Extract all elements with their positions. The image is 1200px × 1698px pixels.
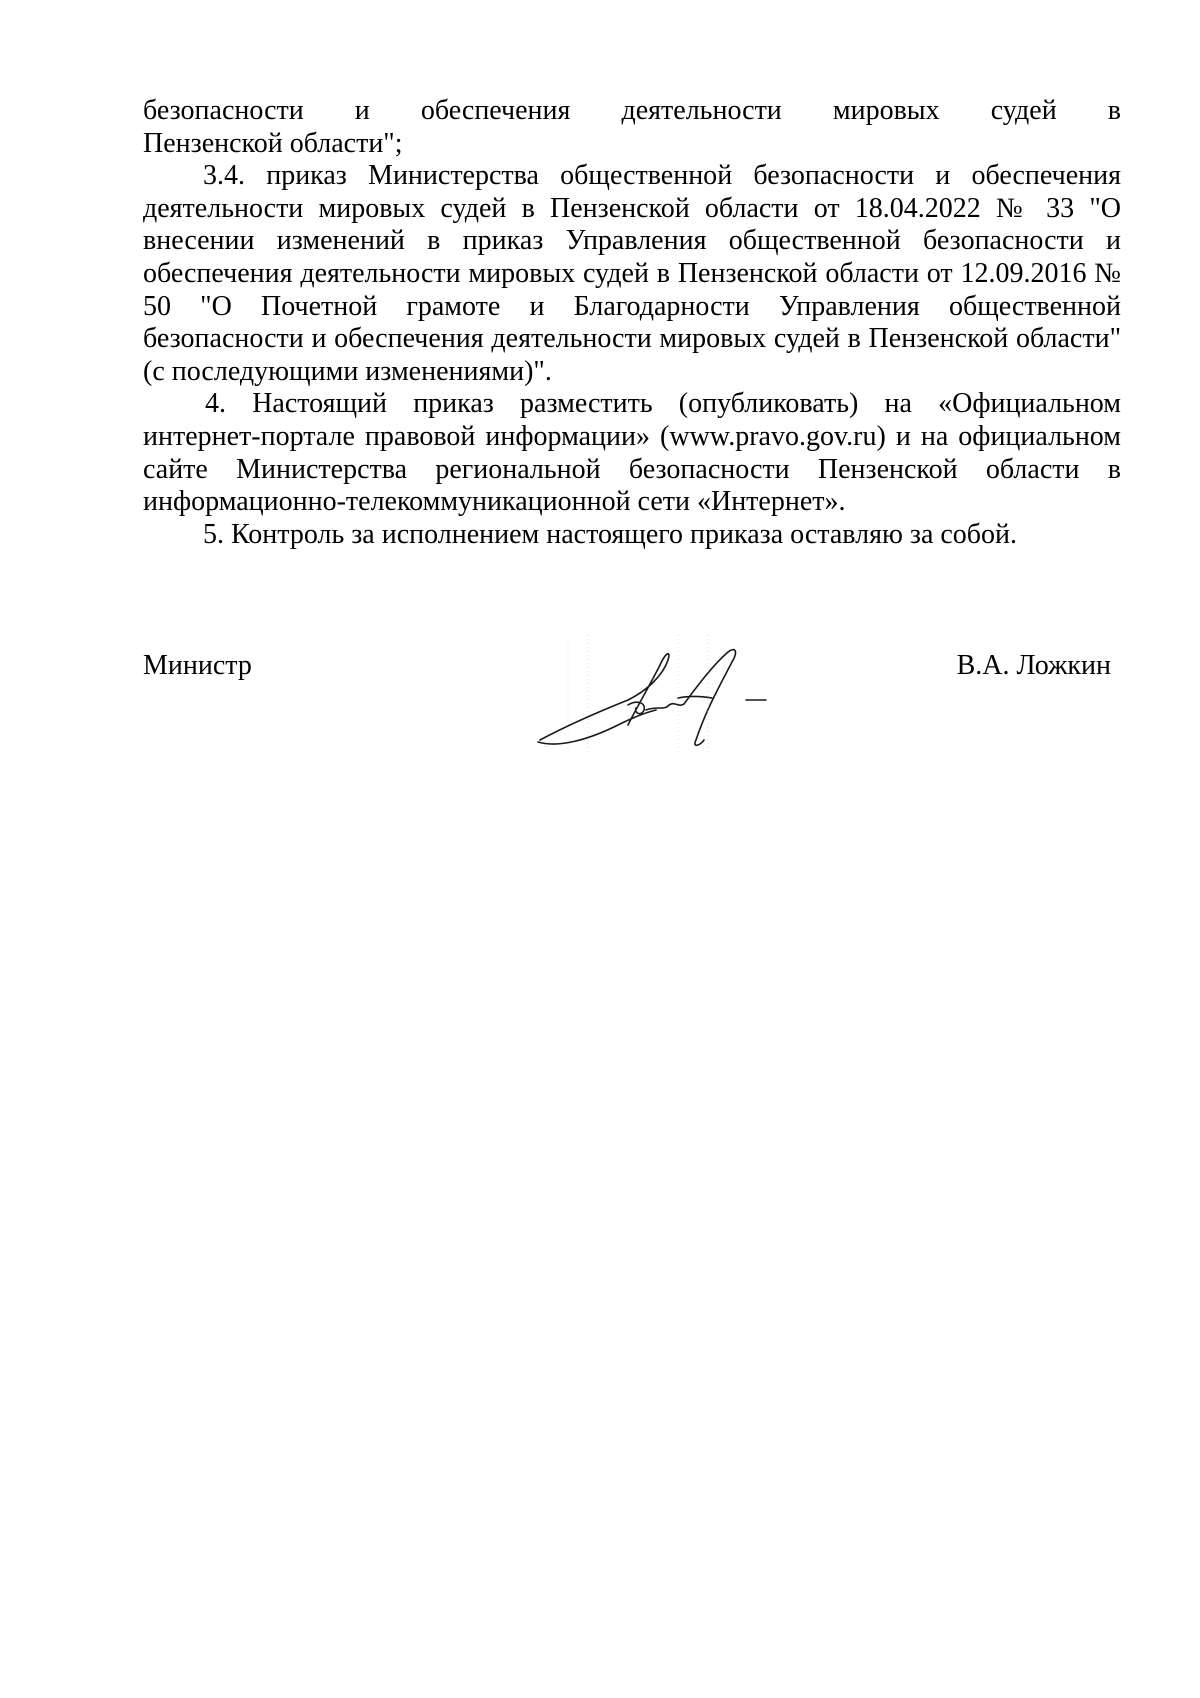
document-body [143, 95, 1121, 551]
paragraph-3-4: 3.4. приказ Министерства общественной безопасности и обеспечения деятельности мировых судей в Пензенской области от 18.04.2022 № 33 "О внесении изменений в приказ Управления общественной безопасности и обеспечения деятельности мировых судей в Пензенской области от 12.09.2016 № 50 "О Почетной грамоте и Благодарности Управления общественной безопасности и обеспечения деятельности мировых судей в Пензенской области" (с последующими изменениями)". [143, 160, 1121, 387]
signer-position: Министр [143, 650, 252, 681]
signature-block [143, 630, 1121, 750]
paragraph-3-3-tail-line-1: безопасности и обеспечения деятельности мировых судей в [143, 95, 1121, 126]
signer-name: В.А. Ложкин [956, 650, 1111, 681]
handwritten-signature [528, 630, 788, 760]
paragraph-5: 5. Контроль за исполнением настоящего приказа оставляю за собой. [203, 518, 1018, 550]
paragraph-3-3-tail-line-2: Пензенской области"; [143, 127, 403, 159]
paragraph-4: 4. Настоящий приказ разместить (опубликовать) на «Официальном интернет-портале правовой информации» (www.pravo.gov.ru) и на официальном сайте Министерства региональной безопасности Пензенской области в информационно-телекоммуникационной сети «Интернет». [143, 388, 1121, 518]
paragraph-3-3-tail [143, 95, 1121, 160]
